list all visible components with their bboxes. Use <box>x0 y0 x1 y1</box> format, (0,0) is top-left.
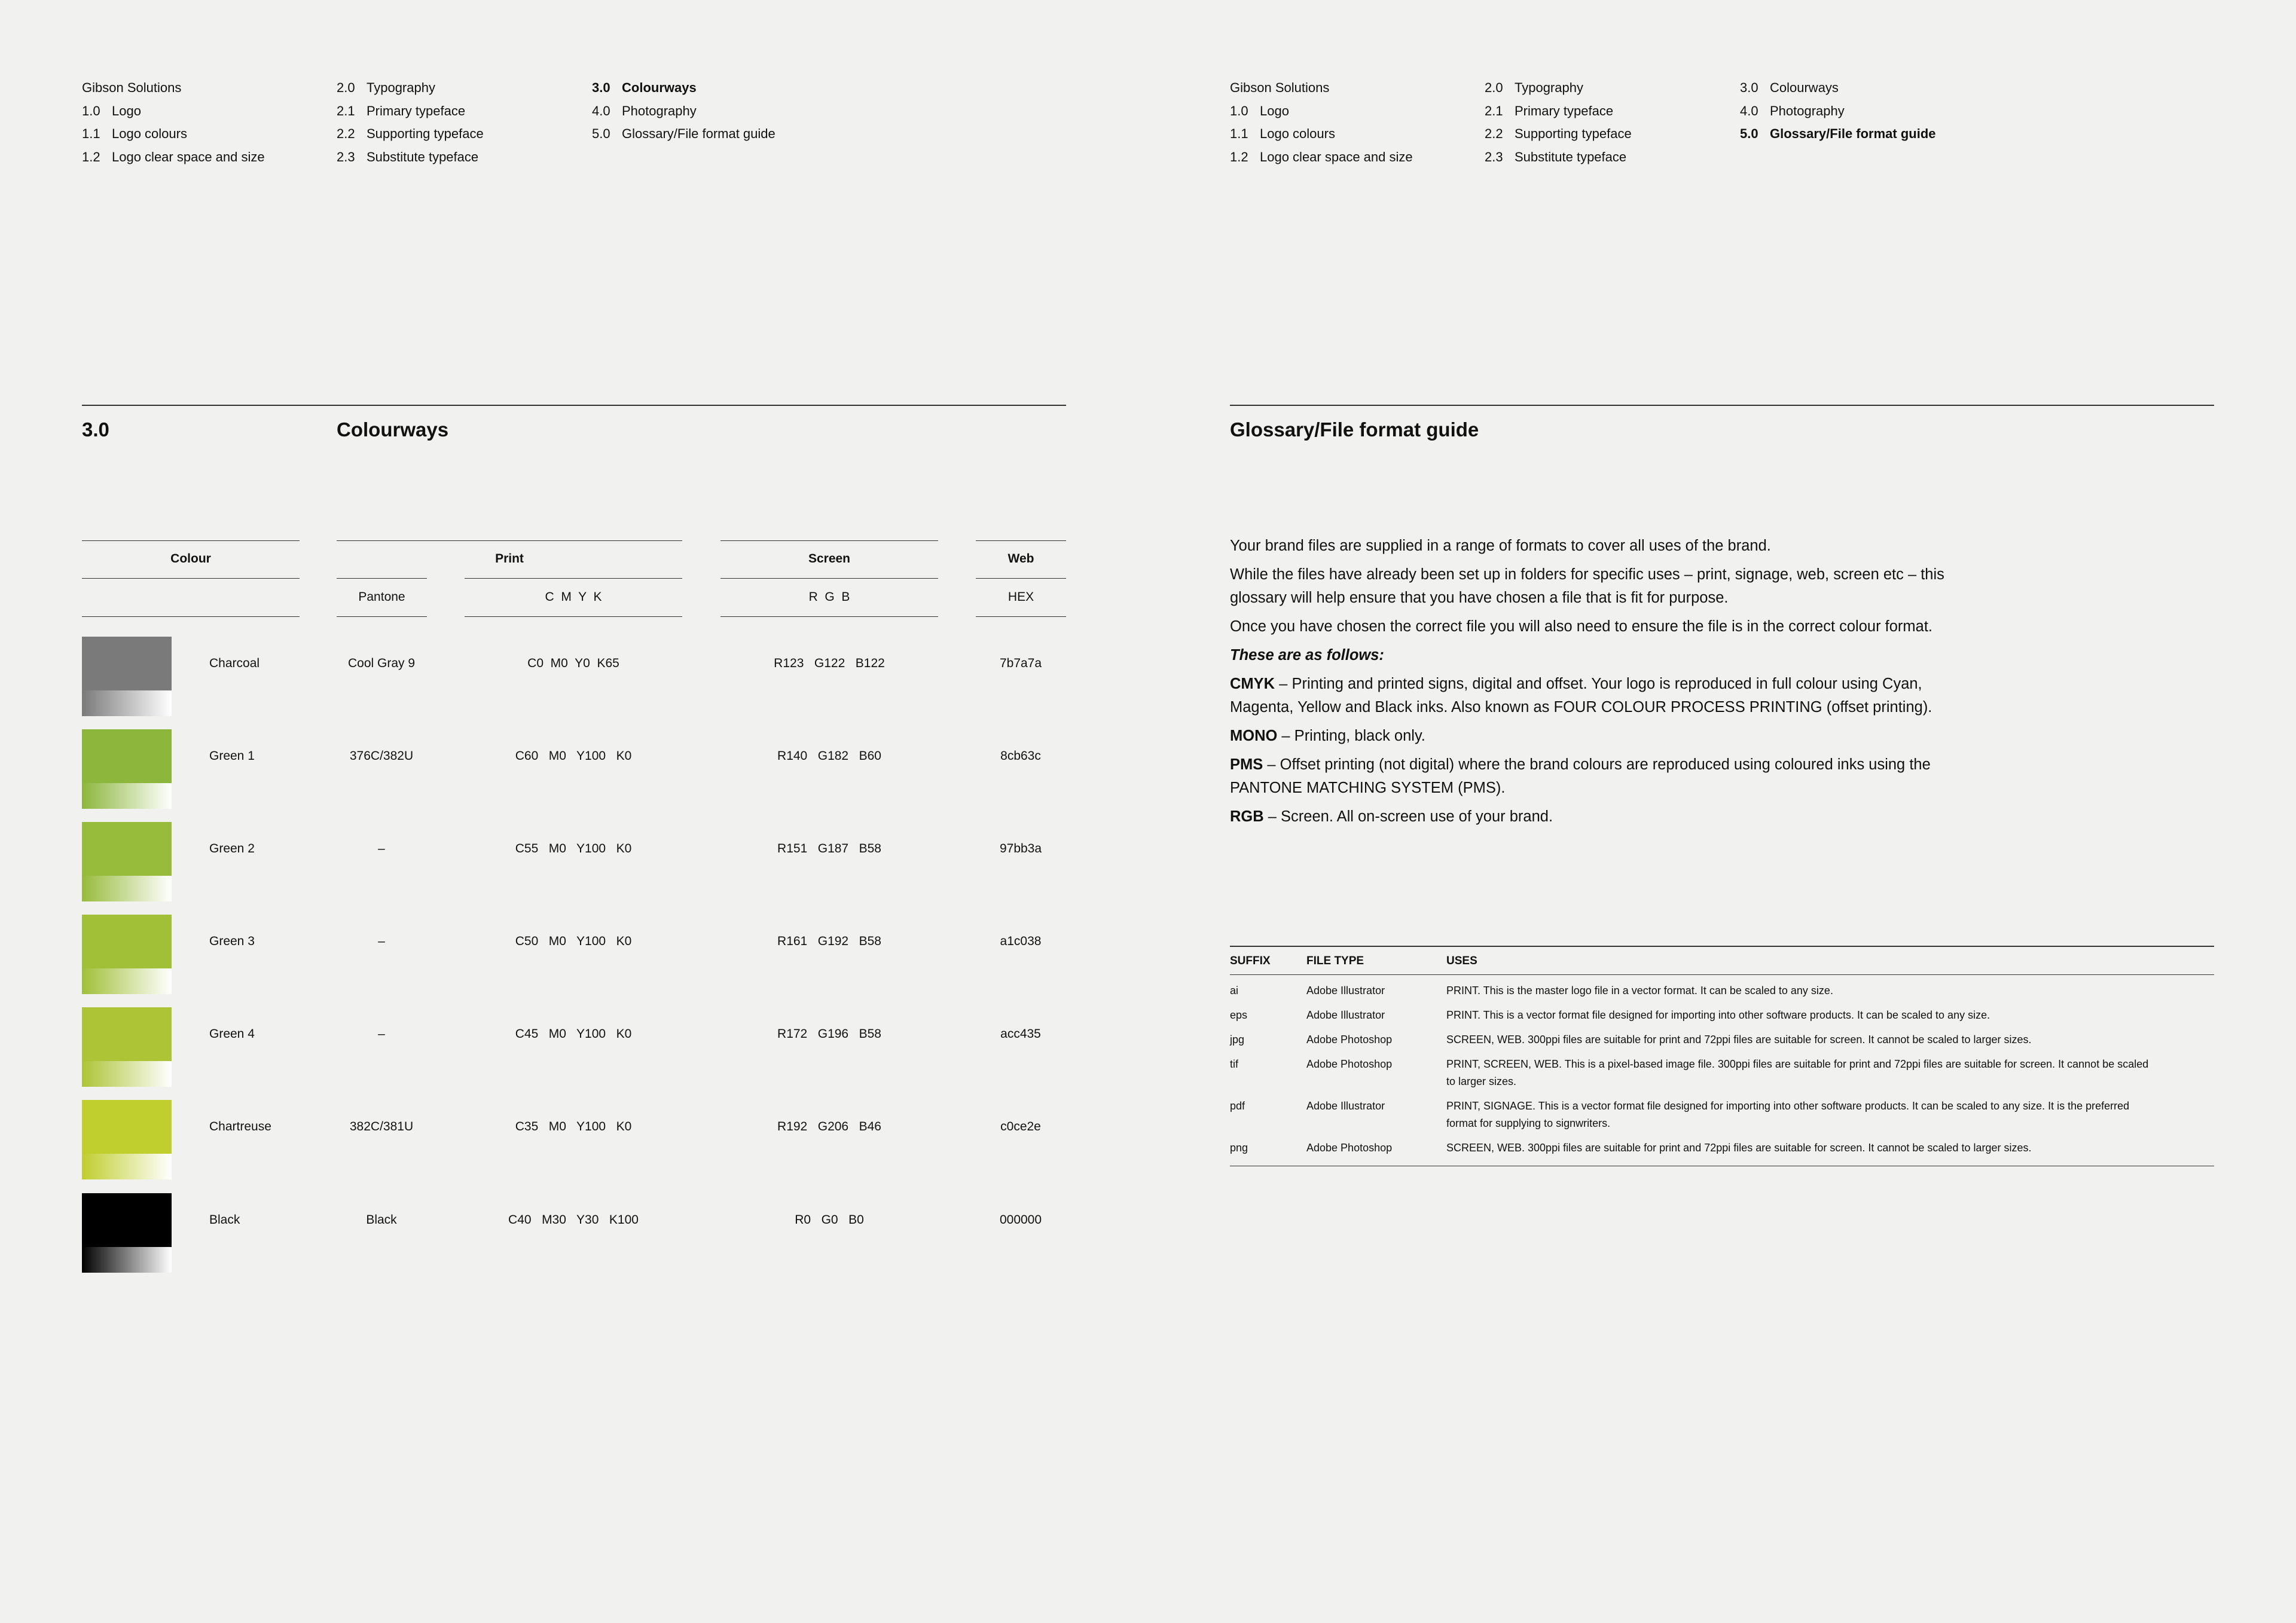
term-label: RGB <box>1230 808 1264 825</box>
nav-item-supporting-typeface[interactable]: 2.2 Supporting typeface <box>1485 126 1632 141</box>
nav-item-photography[interactable]: 4.0 Photography <box>1740 103 1845 118</box>
swatch-solid <box>82 1100 172 1154</box>
file-row-tif <box>1230 1056 2214 1098</box>
nav-column-2 <box>337 77 484 169</box>
swatch-solid <box>82 822 172 876</box>
table-rule <box>976 578 1066 579</box>
intro-paragraph: Once you have chosen the correct file you will also need to ensure the file is in the correct colour format. <box>1230 618 1933 635</box>
hex-value: a1c038 <box>1000 934 1042 948</box>
pantone-value: 382C/381U <box>349 1120 414 1133</box>
nav-item-logo-colours[interactable]: 1.1 Logo colours <box>82 126 187 141</box>
file-uses: PRINT, SIGNAGE. This is a vector format file designed for importing into other software products. It can be scaled to any size. It is the preferred format for supplying to signwriters. <box>1446 1100 2130 1129</box>
nav-column-3 <box>592 77 775 146</box>
table-rule <box>82 578 300 579</box>
section-number: 3.0 <box>82 418 109 441</box>
rgb-value: R123 G122 B122 <box>774 656 885 670</box>
colour-name: Green 3 <box>209 934 255 948</box>
file-suffix: tif <box>1230 1058 1239 1070</box>
pantone-value: Black <box>366 1213 397 1227</box>
glossary-term-pms <box>1230 753 1977 800</box>
colour-name: Chartreuse <box>209 1120 271 1133</box>
file-type: Adobe Photoshop <box>1306 1142 1393 1154</box>
pantone-value: Cool Gray 9 <box>347 656 416 670</box>
colour-swatch <box>82 1193 172 1273</box>
file-uses: PRINT. This is a vector format file designed for importing into other software products. It can be scaled to any size. <box>1446 1009 1990 1021</box>
term-label: CMYK <box>1230 676 1275 692</box>
file-uses: SCREEN, WEB. 300ppi files are suitable for print and 72ppi files are suitable for screen. It cannot be scaled to larger sizes. <box>1446 1034 2032 1046</box>
cmyk-value: C40 M30 Y30 K100 <box>508 1213 639 1227</box>
nav-item-typography[interactable]: 2.0 Typography <box>1485 80 1583 95</box>
table-rule <box>465 616 682 617</box>
table-rule <box>337 540 682 541</box>
section-title: Glossary/File format guide <box>1230 418 1479 441</box>
colour-name: Green 4 <box>209 1027 255 1041</box>
file-suffix: jpg <box>1230 1034 1245 1046</box>
table-rule <box>337 616 427 617</box>
cmyk-value: C60 M0 Y100 K0 <box>515 749 632 763</box>
nav-brand[interactable]: Gibson Solutions <box>1230 80 1330 95</box>
section-divider <box>1230 405 2214 406</box>
colour-name: Charcoal <box>209 656 260 670</box>
colour-swatch <box>82 915 172 994</box>
nav-item-logo[interactable]: 1.0 Logo <box>82 103 141 118</box>
glossary-subhead: These are as follows: <box>1230 647 1384 664</box>
file-row-png <box>1230 1139 2214 1166</box>
table-rule <box>720 578 938 579</box>
term-label: PMS <box>1230 756 1263 773</box>
nav-column-1 <box>82 77 265 169</box>
nav-item-primary-typeface[interactable]: 2.1 Primary typeface <box>1485 103 1614 118</box>
nav-item-glossary[interactable]: 5.0 Glossary/File format guide <box>1740 126 1936 141</box>
colour-swatch <box>82 1100 172 1179</box>
swatch-solid <box>82 1007 172 1061</box>
file-suffix: pdf <box>1230 1100 1245 1112</box>
swatch-tint-gradient <box>82 876 172 901</box>
file-row-jpg <box>1230 1031 2214 1056</box>
file-row-pdf <box>1230 1098 2214 1139</box>
nav-column-2 <box>1485 77 1632 169</box>
hex-value: 000000 <box>999 1213 1042 1227</box>
intro-paragraph: While the files have already been set up in folders for specific uses – print, signage, web, screen etc – this glossary will help ensure that you have chosen a file that is fit for purpose. <box>1230 566 1944 606</box>
file-type: Adobe Illustrator <box>1306 1009 1385 1021</box>
section-title: Colourways <box>337 418 449 441</box>
table-rule <box>720 616 938 617</box>
colour-swatch <box>82 729 172 809</box>
term-description: – Printing and printed signs, digital and offset. Your logo is reproduced in full colour using Cyan, Magenta, Yellow and Black inks. Also known as FOUR COLOUR PROCESS PRINTING (offset printing). <box>1230 676 1932 716</box>
glossary-page <box>1148 0 2296 1623</box>
nav-item-substitute-typeface[interactable]: 2.3 Substitute typeface <box>1485 149 1627 164</box>
nav-column-3 <box>1740 77 1936 146</box>
nav-column-1 <box>1230 77 1413 169</box>
pantone-value: – <box>378 934 385 948</box>
header-colour: Colour <box>170 552 211 566</box>
colour-swatch <box>82 822 172 901</box>
nav-item-logo-clear-space[interactable]: 1.2 Logo clear space and size <box>82 149 265 164</box>
rgb-value: R151 G187 B58 <box>777 842 881 855</box>
hex-value: 97bb3a <box>999 842 1042 855</box>
nav-item-colourways[interactable]: 3.0 Colourways <box>592 80 697 95</box>
nav-item-supporting-typeface[interactable]: 2.2 Supporting typeface <box>337 126 484 141</box>
rgb-value: R172 G196 B58 <box>777 1027 881 1041</box>
file-type: Adobe Illustrator <box>1306 985 1385 997</box>
glossary-text <box>1230 534 1977 834</box>
table-rule <box>976 616 1066 617</box>
swatch-solid <box>82 915 172 968</box>
nav-item-glossary[interactable]: 5.0 Glossary/File format guide <box>592 126 775 141</box>
file-uses: PRINT, SCREEN, WEB. This is a pixel-based image file. 300ppi files are suitable for print and 72ppi files are suitable for screen. It cannot be scaled to larger sizes. <box>1446 1058 2149 1087</box>
table-rule <box>82 540 300 541</box>
table-rule <box>720 540 938 541</box>
hex-value: c0ce2e <box>1000 1120 1041 1133</box>
nav-item-logo[interactable]: 1.0 Logo <box>1230 103 1289 118</box>
swatch-tint-gradient <box>82 1154 172 1179</box>
file-suffix: png <box>1230 1142 1248 1154</box>
rgb-value: R192 G206 B46 <box>777 1120 881 1133</box>
pantone-value: – <box>378 842 385 855</box>
glossary-term-rgb <box>1230 805 1977 829</box>
hex-value: 7b7a7a <box>999 656 1042 670</box>
rgb-value: R0 G0 B0 <box>795 1213 864 1227</box>
cmyk-value: C45 M0 Y100 K0 <box>515 1027 632 1041</box>
term-label: MONO <box>1230 728 1278 744</box>
pantone-value: 376C/382U <box>349 749 414 763</box>
table-rule <box>337 578 427 579</box>
header-web: Web <box>1007 552 1034 566</box>
swatch-solid <box>82 637 172 690</box>
pantone-value: – <box>378 1027 385 1041</box>
header-screen: Screen <box>808 552 851 566</box>
rgb-value: R161 G192 B58 <box>777 934 881 948</box>
table-rule <box>465 578 682 579</box>
file-row-eps <box>1230 1007 2214 1031</box>
file-type: Adobe Photoshop <box>1306 1058 1393 1070</box>
nav-item-colourways[interactable]: 3.0 Colourways <box>1740 80 1839 95</box>
file-suffix: ai <box>1230 985 1239 997</box>
glossary-term-cmyk <box>1230 673 1977 719</box>
file-table-header <box>1230 946 2214 975</box>
swatch-solid <box>82 1193 172 1247</box>
colour-name: Green 1 <box>209 749 255 763</box>
hex-value: 8cb63c <box>1000 749 1041 763</box>
file-uses: SCREEN, WEB. 300ppi files are suitable for print and 72ppi files are suitable for screen. It cannot be scaled to larger sizes. <box>1446 1142 2032 1154</box>
colour-swatch <box>82 1007 172 1087</box>
swatch-tint-gradient <box>82 1247 172 1273</box>
file-row-ai <box>1230 982 2214 1007</box>
section-divider <box>82 405 1066 406</box>
cmyk-value: C35 M0 Y100 K0 <box>515 1120 632 1133</box>
header-rgb: R G B <box>808 590 850 604</box>
header-cmyk: C M Y K <box>545 590 602 604</box>
swatch-solid <box>82 729 172 783</box>
table-rule <box>976 540 1066 541</box>
colour-name: Black <box>209 1213 240 1227</box>
colour-swatch <box>82 637 172 716</box>
swatch-tint-gradient <box>82 690 172 716</box>
swatch-tint-gradient <box>82 783 172 809</box>
nav-item-typography[interactable]: 2.0 Typography <box>337 80 435 95</box>
file-format-table <box>1230 946 2214 1166</box>
header-print: Print <box>495 552 524 566</box>
nav-item-logo-clear-space[interactable]: 1.2 Logo clear space and size <box>1230 149 1413 164</box>
nav-item-substitute-typeface[interactable]: 2.3 Substitute typeface <box>337 149 479 164</box>
cmyk-value: C0 M0 Y0 K65 <box>527 656 619 670</box>
file-type: Adobe Illustrator <box>1306 1100 1385 1112</box>
file-suffix: eps <box>1230 1009 1248 1021</box>
header-uses: USES <box>1446 955 1477 967</box>
header-file-type: FILE TYPE <box>1306 955 1364 967</box>
hex-value: acc435 <box>1000 1027 1041 1041</box>
file-uses: PRINT. This is the master logo file in a vector format. It can be scaled to any size. <box>1446 985 1833 997</box>
nav-item-logo-colours[interactable]: 1.1 Logo colours <box>1230 126 1335 141</box>
cmyk-value: C55 M0 Y100 K0 <box>515 842 632 855</box>
swatch-tint-gradient <box>82 968 172 994</box>
intro-paragraph: Your brand files are supplied in a range of formats to cover all uses of the brand. <box>1230 537 1771 554</box>
table-rule <box>82 616 300 617</box>
glossary-term-mono <box>1230 725 1977 748</box>
nav-brand[interactable]: Gibson Solutions <box>82 80 182 95</box>
header-suffix: SUFFIX <box>1230 955 1271 967</box>
cmyk-value: C50 M0 Y100 K0 <box>515 934 632 948</box>
nav-item-photography[interactable]: 4.0 Photography <box>592 103 697 118</box>
header-hex: HEX <box>1007 590 1034 604</box>
term-description: – Offset printing (not digital) where the brand colours are reproduced using coloured inks using the PANTONE MATCHING SYSTEM (PMS). <box>1230 756 1931 796</box>
rgb-value: R140 G182 B60 <box>777 749 881 763</box>
term-description: – Screen. All on-screen use of your brand. <box>1263 808 1553 825</box>
colour-name: Green 2 <box>209 842 255 855</box>
header-pantone: Pantone <box>358 590 405 604</box>
term-description: – Printing, black only. <box>1277 728 1425 744</box>
nav-item-primary-typeface[interactable]: 2.1 Primary typeface <box>337 103 466 118</box>
swatch-tint-gradient <box>82 1061 172 1087</box>
file-type: Adobe Photoshop <box>1306 1034 1393 1046</box>
